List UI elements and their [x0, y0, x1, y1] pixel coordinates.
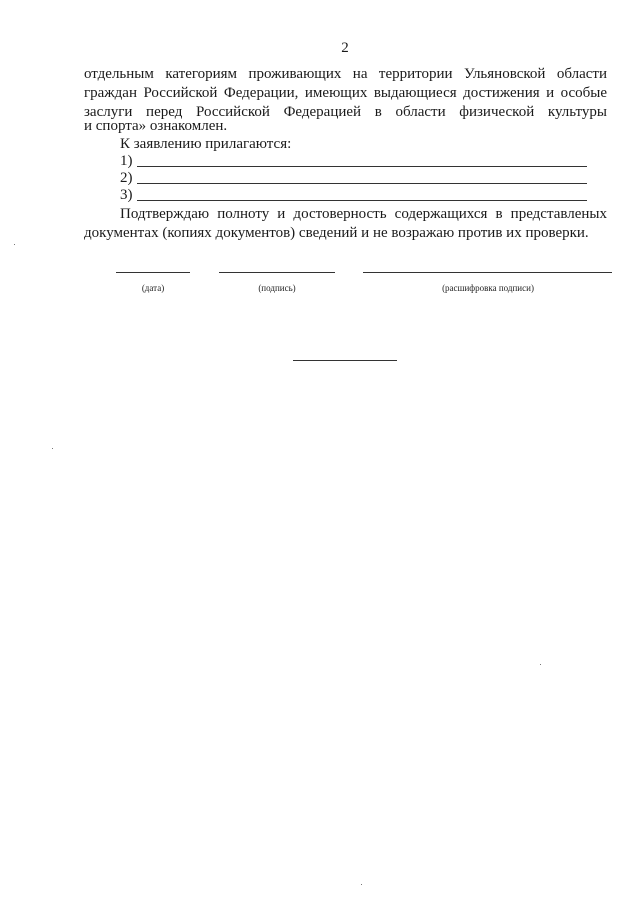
end-of-document-line: [293, 360, 397, 361]
attachment-blank-3: [137, 200, 587, 201]
scan-speck: [52, 448, 53, 449]
scan-speck: [540, 664, 541, 665]
attachments-heading: К заявлению прилагаются:: [120, 136, 292, 152]
attachment-number-3: 3): [120, 187, 133, 203]
page-number: 2: [341, 40, 349, 56]
attachment-row-3: [120, 186, 587, 204]
intro-line-1: отдельным категориям проживающих на территории Ульяновской области: [84, 66, 607, 82]
attachment-number-1: 1): [120, 153, 133, 169]
confirmation-line-2: документах (копиях документов) сведений и не возражаю против их проверки.: [84, 225, 589, 241]
signature-decoding-caption: (расшифровка подписи): [442, 283, 534, 293]
attachment-blank-1: [137, 166, 587, 167]
signature-line: [219, 272, 335, 273]
attachment-row-1: [120, 152, 587, 170]
intro-line-2: граждан Российской Федерации, имеющих выдающиеся достижения и особые: [84, 85, 607, 101]
scan-speck: [361, 884, 362, 885]
attachment-blank-2: [137, 183, 587, 184]
attachment-row-2: [120, 169, 587, 187]
confirmation-line-1: Подтверждаю полноту и достоверность содержащихся в представленых: [120, 206, 607, 222]
intro-line-4: и спорта» ознакомлен.: [84, 118, 228, 134]
signature-decoding-line: [363, 272, 612, 273]
date-caption: (дата): [141, 283, 165, 293]
scan-speck: [14, 244, 15, 245]
date-line: [116, 272, 190, 273]
intro-line-3: заслуги перед Российской Федерацией в области физической культуры: [84, 104, 607, 120]
attachment-number-2: 2): [120, 170, 133, 186]
signature-caption: (подпись): [258, 283, 296, 293]
